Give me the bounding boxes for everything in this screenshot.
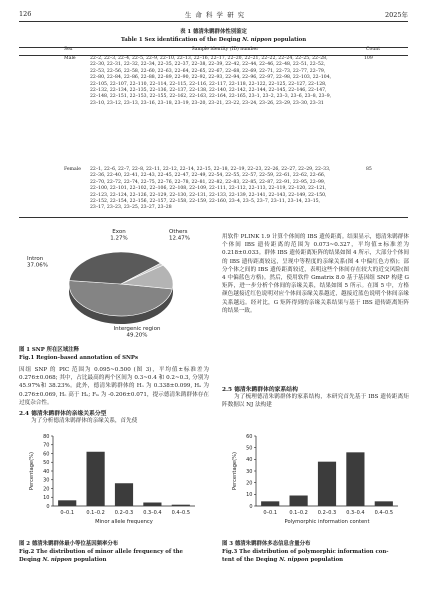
fig3-bar — [346, 452, 364, 506]
header-rule — [19, 21, 408, 22]
fig2-y-tick-label: 10 — [43, 495, 50, 502]
pie-percent-label: 12.47% — [169, 235, 190, 242]
fig2-x-tick-label: 0.2–0.3 — [114, 510, 134, 516]
fig2-x-tick-label: 0–0.1 — [60, 510, 75, 516]
fig3-bar — [318, 462, 336, 506]
pie-percent-label: 1.27% — [110, 235, 128, 242]
fig3-x-axis-label: Polymorphic information content — [284, 519, 370, 525]
fig2-y-tick-label: 20 — [43, 486, 50, 493]
fig2-y-tick-label: 40 — [43, 468, 50, 475]
pie-label: Others — [169, 229, 188, 235]
row-male-sex: Male — [64, 56, 76, 61]
fig2-y-tick-label: 30 — [43, 477, 50, 484]
row-female-count: 85 — [366, 167, 372, 172]
fig2-bar-chart — [19, 430, 209, 538]
table1-title-en: Table 1 Sex identification of the Deqing N. nippon population — [120, 37, 307, 43]
fig1-caption-en: Fig.1 Region–based annotation of SNPs — [19, 355, 138, 361]
left-paragraph-1: 因组 SNP 的 PIC 范围为 0.095~0.500 (图 3)，平均值±标准差为 0.276±0.068; 其中，占比最高的两个区间为 0.3~0.4 和 0.2~0.3, 分别为 45.97%和 38.23%。此外，德清朱鹮群体的 Hₒ 为 0.338±0.099, Hₑ 为 0.276±0.069, Hₒ 高于 Hₑ; Fᵢₛ 为 -0.206±0.071，提示德清朱鹮群体存在过度杂合性。 — [19, 367, 209, 406]
pie-label: Exon — [112, 229, 126, 235]
row-female-ids: 22–1, 22–6, 22–7, 22–8, 22–11, 22–12, 22–14, 22–15, 22–18, 22–19, 22–23, 22–26, 22–27, 22–29, 22–33, 22–36, 22–40, 22–41, 22–43, 22–45, 22–47, 22–49, 22–54, 22–55, 22–57, 22–59, 22–61, 22–62, 22–66, 22–70, 22–72, 22–74, 22–75, 22–76, 22–78, 22–81, 22–82, 22–83, 22–85, 22–87, 22–91, 22–95, 22–99, 22–100, 22–101, 22–102, 22–106, 22–108, 22–109, 22–111, 22–112, 22–113, 22–119, 22–120, 22–121, 22–123, 22–124, 22–126, 22–129, 22–130, 22–131, 22–133, 22–139, 22–141, 22–143, 22–149, 22–150, 22–152, 22–154, 22–156, 22–157, 22–158, 22–159, 22–160, 23–4, 23–5, 23–7, 23–11, 23–14, 23–15, 23–17, 23–23, 23–25, 23–27, 23–28 — [90, 167, 331, 211]
row-female-sex: Female — [64, 167, 81, 172]
fig2-bar — [115, 483, 133, 506]
journal-name: 生 命 科 学 研 究 — [184, 11, 246, 19]
section-2-4-title: 2.4 德清朱鹮群体的亲缘关系分型 — [19, 411, 107, 417]
fig3-y-tick-label: 10 — [246, 492, 253, 499]
pie-percent-label: 49.20% — [126, 332, 148, 339]
table-col-sex: Sex — [64, 47, 73, 52]
fig3-x-tick-label: 0–0.1 — [263, 510, 278, 516]
fig2-bar — [87, 452, 105, 506]
fig3-caption-en-2: tent of the Deqing N. nippon population — [222, 557, 344, 563]
pie-percent-label: 37.06% — [27, 262, 48, 269]
fig3-x-tick-label: 0.4–0.5 — [374, 510, 394, 516]
fig2-bar — [172, 505, 190, 506]
fig2-x-tick-label: 0.4–0.5 — [171, 510, 191, 516]
fig3-y-tick-label: 20 — [246, 480, 253, 487]
fig2-bar — [58, 500, 76, 506]
fig3-bar — [375, 501, 393, 506]
row-male-count: 109 — [364, 56, 373, 61]
fig3-bar-chart — [222, 430, 409, 538]
left-paragraph-2: 为了分析德清朱鹮群体的亲缘关系，首先使 — [31, 418, 138, 424]
section-2-5-title: 2.5 德清朱鹮群体的家系结构 — [222, 387, 298, 393]
fig2-caption-cn: 图 2 德清朱鹮群体最小等位基因频率分布 — [19, 541, 119, 547]
fig3-y-tick-label: 40 — [246, 457, 253, 464]
page-number: 126 — [19, 10, 32, 18]
year: 2025年 — [384, 11, 408, 19]
pie-label: Intron — [27, 256, 44, 262]
table1-title-cn: 表 1 德清朱鹮群体性别鉴定 — [180, 29, 247, 35]
fig3-caption-cn: 图 3 德清朱鹮群体多态信息含量分布 — [222, 541, 311, 547]
fig3-y-tick-label: 60 — [246, 433, 253, 440]
table-col-ids: Sample identity (ID) number — [191, 47, 259, 52]
fig3-x-tick-label: 0.2–0.3 — [317, 510, 337, 516]
fig3-y-tick-label: 50 — [246, 445, 253, 452]
fig3-y-tick-label: 0 — [249, 503, 253, 510]
fig2-y-axis-label: Percentage(%) — [29, 451, 35, 491]
fig2-x-axis-label: Minor allele frequency — [95, 519, 153, 525]
row-male-ids: 22–2, 22–3, 22–4, 22–5, 22–9, 22–10, 22–13, 22–16, 22–17, 22–20, 22–21, 22–22, 22–24, 22–25, 22–28, 22–30, 22–31, 22–32, 22–34, 22–35, 22–37, 22–38, 22–39, 22–42, 22–44, 22–46, 22–48, 22–51, 22–52, 22–53, 22–56, 22–58, 22–60, 22–63, 22–64, 22–65, 22–67, 22–68, 22–69, 22–71, 22–73, 22–77, 22–79, 22–80, 22–84, 22–86, 22–88, 22–89, 22–90, 22–92, 22–93, 22–94, 22–96, 22–97, 22–98, 22–103, 22–104, 22–105, 22–107, 22–110, 22–114, 22–115, 22–116, 22–117, 22–118, 22–122, 22–125, 22–127, 22–128, 22–132, 22–134, 22–135, 22–136, 22–137, 22–138, 22–140, 22–142, 22–144, 22–145, 22–146, 22–147, 22–148, 22–151, 22–153, 22–155, 22–162, 22–163, 22–164, 22–165, 23–1, 23–2, 23–3, 23–6, 23–8, 23–9, 23–10, 23–12, 23–13, 23–16, 23–18, 23–19, 23–20, 23–21, 23–22, 23–24, 23–26, 23–29, 23–30, 23–31 — [90, 56, 332, 106]
fig2-bar — [143, 503, 161, 507]
fig2-x-tick-label: 0.1–0.2 — [86, 510, 105, 516]
fig3-x-tick-label: 0.1–0.2 — [289, 510, 308, 516]
fig2-caption-en-1: Fig.2 The distribution of minor allele frequency of the — [19, 549, 183, 555]
fig2-y-tick-label: 0 — [46, 503, 50, 510]
fig3-bar — [290, 496, 308, 507]
table-col-count: Count — [366, 47, 381, 52]
pie-label: Intergenic region — [113, 326, 161, 332]
fig3-x-tick-label: 0.3–0.4 — [346, 510, 365, 516]
fig2-y-tick-label: 80 — [43, 433, 50, 440]
fig1-pie-chart — [19, 222, 209, 344]
right-paragraph-1: 用软件 PLINK 1.9 计算个体间的 IBS 遗传距离。结果显示，德清朱鹮群体个体间 IBS 遗传距离的范围为 0.073~0.327，平均值±标准差为 0.218±0.033。群体 IBS 遗传距离矩阵的结果如图 4 所示，大部分个体间的 IBS 遗传距离较远，呈现中等程度的亲缘关系(图 4 中偏红色方格)；部分个体之间的 IBS 遗传距离较近，表明这些个体间存在较大的近交风险(图 4 中偏蓝色方格)。然后，使用软件 Gmatrix 8.0 基于基因组 SNP 构建 G 矩阵，进一步分析个体间的亲缘关系，结果如图 5 所示。在图 5 中，方格颜色越接近红色说明对应个体间亲缘关系越近，越接近蓝色说明个体间亲缘关系越远。经对比，G 矩阵得到的亲缘关系结果与基于 IBS 遗传距离矩阵的结果一致。 — [222, 234, 409, 314]
fig2-y-tick-label: 70 — [43, 442, 50, 449]
fig3-y-tick-label: 30 — [246, 468, 253, 475]
right-paragraph-2: 为了梳理德清朱鹮群体的家系结构，本研究首先基于 IBS 遗传距离矩阵数据以 NJ 法构建 — [222, 394, 409, 409]
fig1-caption-cn: 图 1 SNP 所在区域注释 — [19, 347, 79, 353]
fig2-caption-en-2: Deqing N. nippon population — [19, 557, 107, 563]
fig2-x-tick-label: 0.3–0.4 — [143, 510, 162, 516]
fig3-bar — [261, 501, 279, 506]
fig2-y-tick-label: 60 — [43, 451, 50, 458]
table-bottom-rule — [19, 217, 408, 218]
fig3-y-axis-label: Percentage(%) — [232, 451, 238, 491]
fig3-caption-en-1: Fig.3 The distribution of polymorphic information con- — [222, 549, 389, 555]
fig2-y-tick-label: 50 — [43, 460, 50, 467]
